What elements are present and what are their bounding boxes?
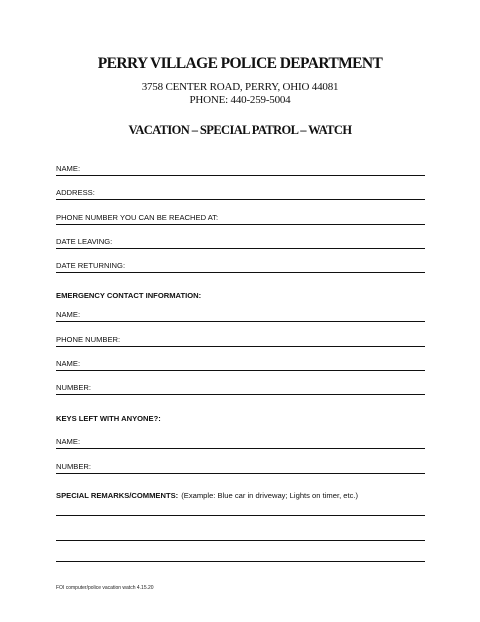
footer-note: FOI computer/police vacation watch 4.15.20 xyxy=(56,585,154,591)
remarks-line-3[interactable] xyxy=(56,561,425,562)
emergency-name-2-label: NAME: xyxy=(56,359,81,368)
keys-number-label: NUMBER: xyxy=(56,462,92,471)
remarks-heading xyxy=(56,491,358,500)
name-field[interactable] xyxy=(56,161,425,176)
date-leaving-label: DATE LEAVING: xyxy=(56,237,113,246)
remarks-line-1[interactable] xyxy=(56,515,425,516)
date-leaving-field[interactable] xyxy=(56,234,425,249)
keys-number-field[interactable] xyxy=(56,459,425,474)
emergency-name-2-field[interactable] xyxy=(56,356,425,371)
keys-name-label: NAME: xyxy=(56,437,81,446)
emergency-heading: EMERGENCY CONTACT INFORMATION: xyxy=(56,291,202,300)
phone-reach-field[interactable] xyxy=(56,210,425,225)
address-label: ADDRESS: xyxy=(56,188,95,197)
emergency-number-field[interactable] xyxy=(56,380,425,395)
emergency-phone-field[interactable] xyxy=(56,332,425,347)
date-returning-field[interactable] xyxy=(56,258,425,273)
remarks-line-2[interactable] xyxy=(56,540,425,541)
date-returning-label: DATE RETURNING: xyxy=(56,261,126,270)
phone-reach-label: PHONE NUMBER YOU CAN BE REACHED AT: xyxy=(56,213,219,222)
keys-heading: KEYS LEFT WITH ANYONE?: xyxy=(56,414,161,423)
address-field[interactable] xyxy=(56,185,425,200)
emergency-number-label: NUMBER: xyxy=(56,383,92,392)
form-title: VACATION – SPECIAL PATROL – WATCH xyxy=(128,123,352,137)
department-address: 3758 CENTER ROAD, PERRY, OHIO 44081 xyxy=(141,81,339,93)
department-phone: PHONE: 440-259-5004 xyxy=(189,94,291,106)
emergency-name-label: NAME: xyxy=(56,310,81,319)
name-label: NAME: xyxy=(56,164,81,173)
remarks-heading-label: SPECIAL REMARKS/COMMENTS: xyxy=(56,491,179,500)
emergency-phone-label: PHONE NUMBER: xyxy=(56,335,121,344)
emergency-name-field[interactable] xyxy=(56,307,425,322)
department-title: PERRY VILLAGE POLICE DEPARTMENT xyxy=(97,55,383,72)
remarks-example: (Example: Blue car in driveway; Lights on timer, etc.) xyxy=(181,491,359,500)
keys-name-field[interactable] xyxy=(56,434,425,449)
